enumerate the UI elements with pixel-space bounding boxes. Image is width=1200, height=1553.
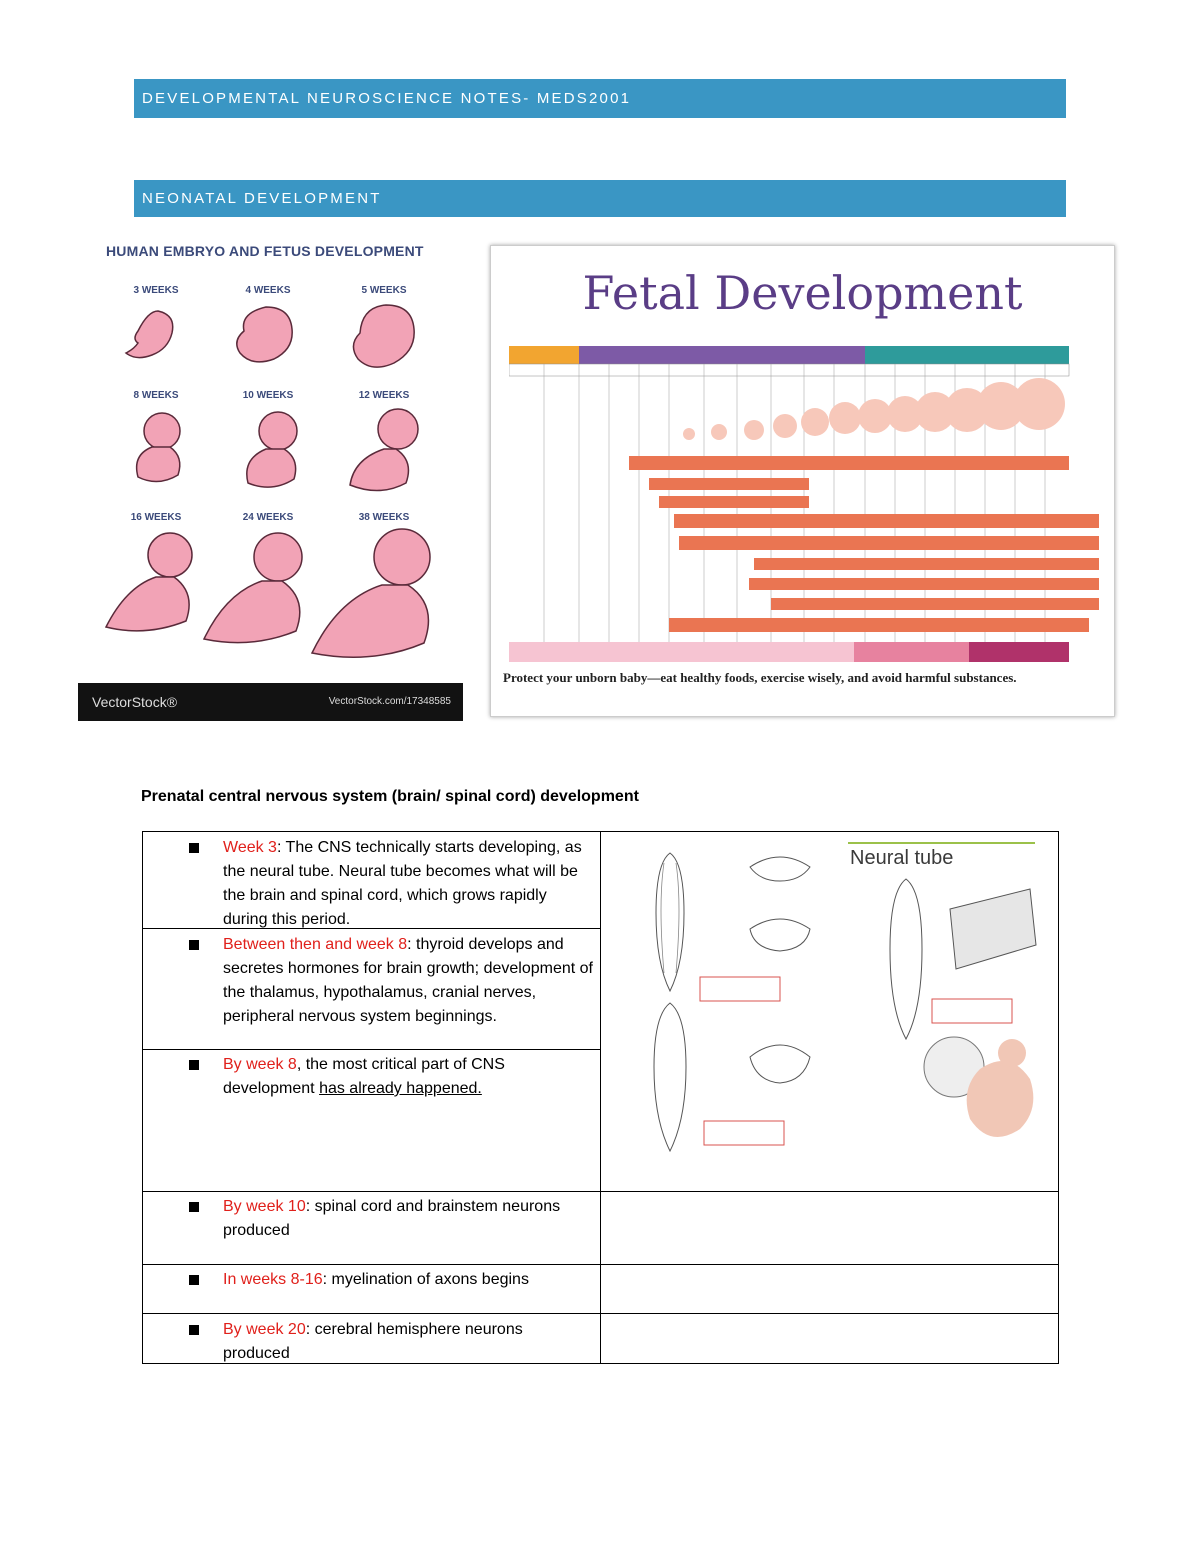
- week-label: 12 WEEKS: [358, 390, 410, 401]
- neural-tube-diagram: [610, 839, 1040, 1159]
- week-label: 16 WEEKS: [130, 512, 182, 523]
- week-label: 3 WEEKS: [133, 285, 179, 296]
- embryo-figure-title: HUMAN EMBRYO AND FETUS DEVELOPMENT: [106, 243, 424, 259]
- embryo-figure: [78, 235, 463, 721]
- row-text: : myelination of axons begins: [322, 1271, 529, 1288]
- embryo-illustration: [306, 525, 456, 665]
- fetal-chart-title: Fetal Development: [582, 266, 1023, 320]
- embryo-illustration: [346, 299, 426, 375]
- week-label: 4 WEEKS: [245, 285, 291, 296]
- table-row: [223, 1053, 593, 1101]
- fetal-development-chart: [490, 245, 1115, 717]
- table-row: [223, 836, 593, 932]
- bullet: [189, 1275, 199, 1285]
- embryo-illustration: [230, 301, 304, 371]
- row-label: Between then and week 8: [223, 936, 408, 953]
- vectorstock-url: VectorStock.com/17348585: [328, 696, 451, 707]
- bullet: [189, 940, 199, 950]
- fetal-chart-footer: Protect your unborn baby—eat healthy foods, exercise wisely, and avoid harmful substances.: [503, 670, 1017, 685]
- fetal-timeline-graphic: [509, 346, 1099, 662]
- bullet: [189, 1060, 199, 1070]
- row-text: , the most critical part of CNS development: [223, 1056, 505, 1097]
- row-text: : The CNS technically starts developing, as the neural tube. Neural tube becomes what will be the brain and spinal cord, which grows rapidly during this period.: [223, 839, 582, 928]
- section-title: NEONATAL DEVELOPMENT: [142, 190, 382, 207]
- table-border: [142, 831, 143, 1364]
- table-row: [223, 933, 593, 1029]
- cns-development-table: [142, 831, 1059, 1364]
- section-band: [134, 180, 1066, 217]
- week-label: 24 WEEKS: [242, 512, 294, 523]
- row-label: Week 3: [223, 839, 277, 856]
- row-label: By week 20: [223, 1321, 306, 1338]
- table-row: [223, 1318, 593, 1366]
- embryo-illustration: [100, 529, 210, 639]
- doc-title: DEVELOPMENTAL NEUROSCIENCE NOTES- MEDS2001: [142, 90, 632, 107]
- embryo-illustration: [228, 407, 318, 495]
- section-heading: Prenatal central nervous system (brain/ spinal cord) development: [141, 788, 639, 805]
- embryo-illustration: [116, 407, 200, 491]
- embryo-illustration: [198, 529, 322, 649]
- table-border: [600, 831, 601, 1364]
- row-label: In weeks 8-16: [223, 1271, 323, 1288]
- bullet: [189, 1202, 199, 1212]
- week-label: 5 WEEKS: [361, 285, 407, 296]
- row-underlined-text: has already happened.: [319, 1080, 482, 1097]
- week-label: 38 WEEKS: [358, 512, 410, 523]
- week-label: 10 WEEKS: [242, 390, 294, 401]
- embryo-illustration: [338, 405, 438, 497]
- week-label: 8 WEEKS: [133, 390, 179, 401]
- doc-title-band: [134, 79, 1066, 118]
- neural-tube-title: Neural tube: [850, 847, 954, 869]
- row-text: : thyroid develops and secretes hormones for brain growth; development of the thalamus, hypothalamus, cranial nerves, peripheral nervous system beginnings.: [223, 936, 593, 1025]
- table-border: [142, 1049, 600, 1050]
- vectorstock-banner: [78, 683, 463, 721]
- row-text: : cerebral hemisphere neurons produced: [223, 1321, 523, 1362]
- table-row: [223, 1195, 593, 1243]
- vectorstock-logo: VectorStock®: [92, 694, 178, 710]
- neural-tube-figure: [610, 839, 1040, 1159]
- row-label: By week 8: [223, 1056, 297, 1073]
- table-border: [1058, 831, 1059, 1364]
- embryo-illustration: [118, 303, 188, 368]
- row-label: By week 10: [223, 1198, 306, 1215]
- row-text: : spinal cord and brainstem neurons produced: [223, 1198, 561, 1239]
- table-row: [223, 1268, 593, 1292]
- bullet: [189, 1325, 199, 1335]
- bullet: [189, 843, 199, 853]
